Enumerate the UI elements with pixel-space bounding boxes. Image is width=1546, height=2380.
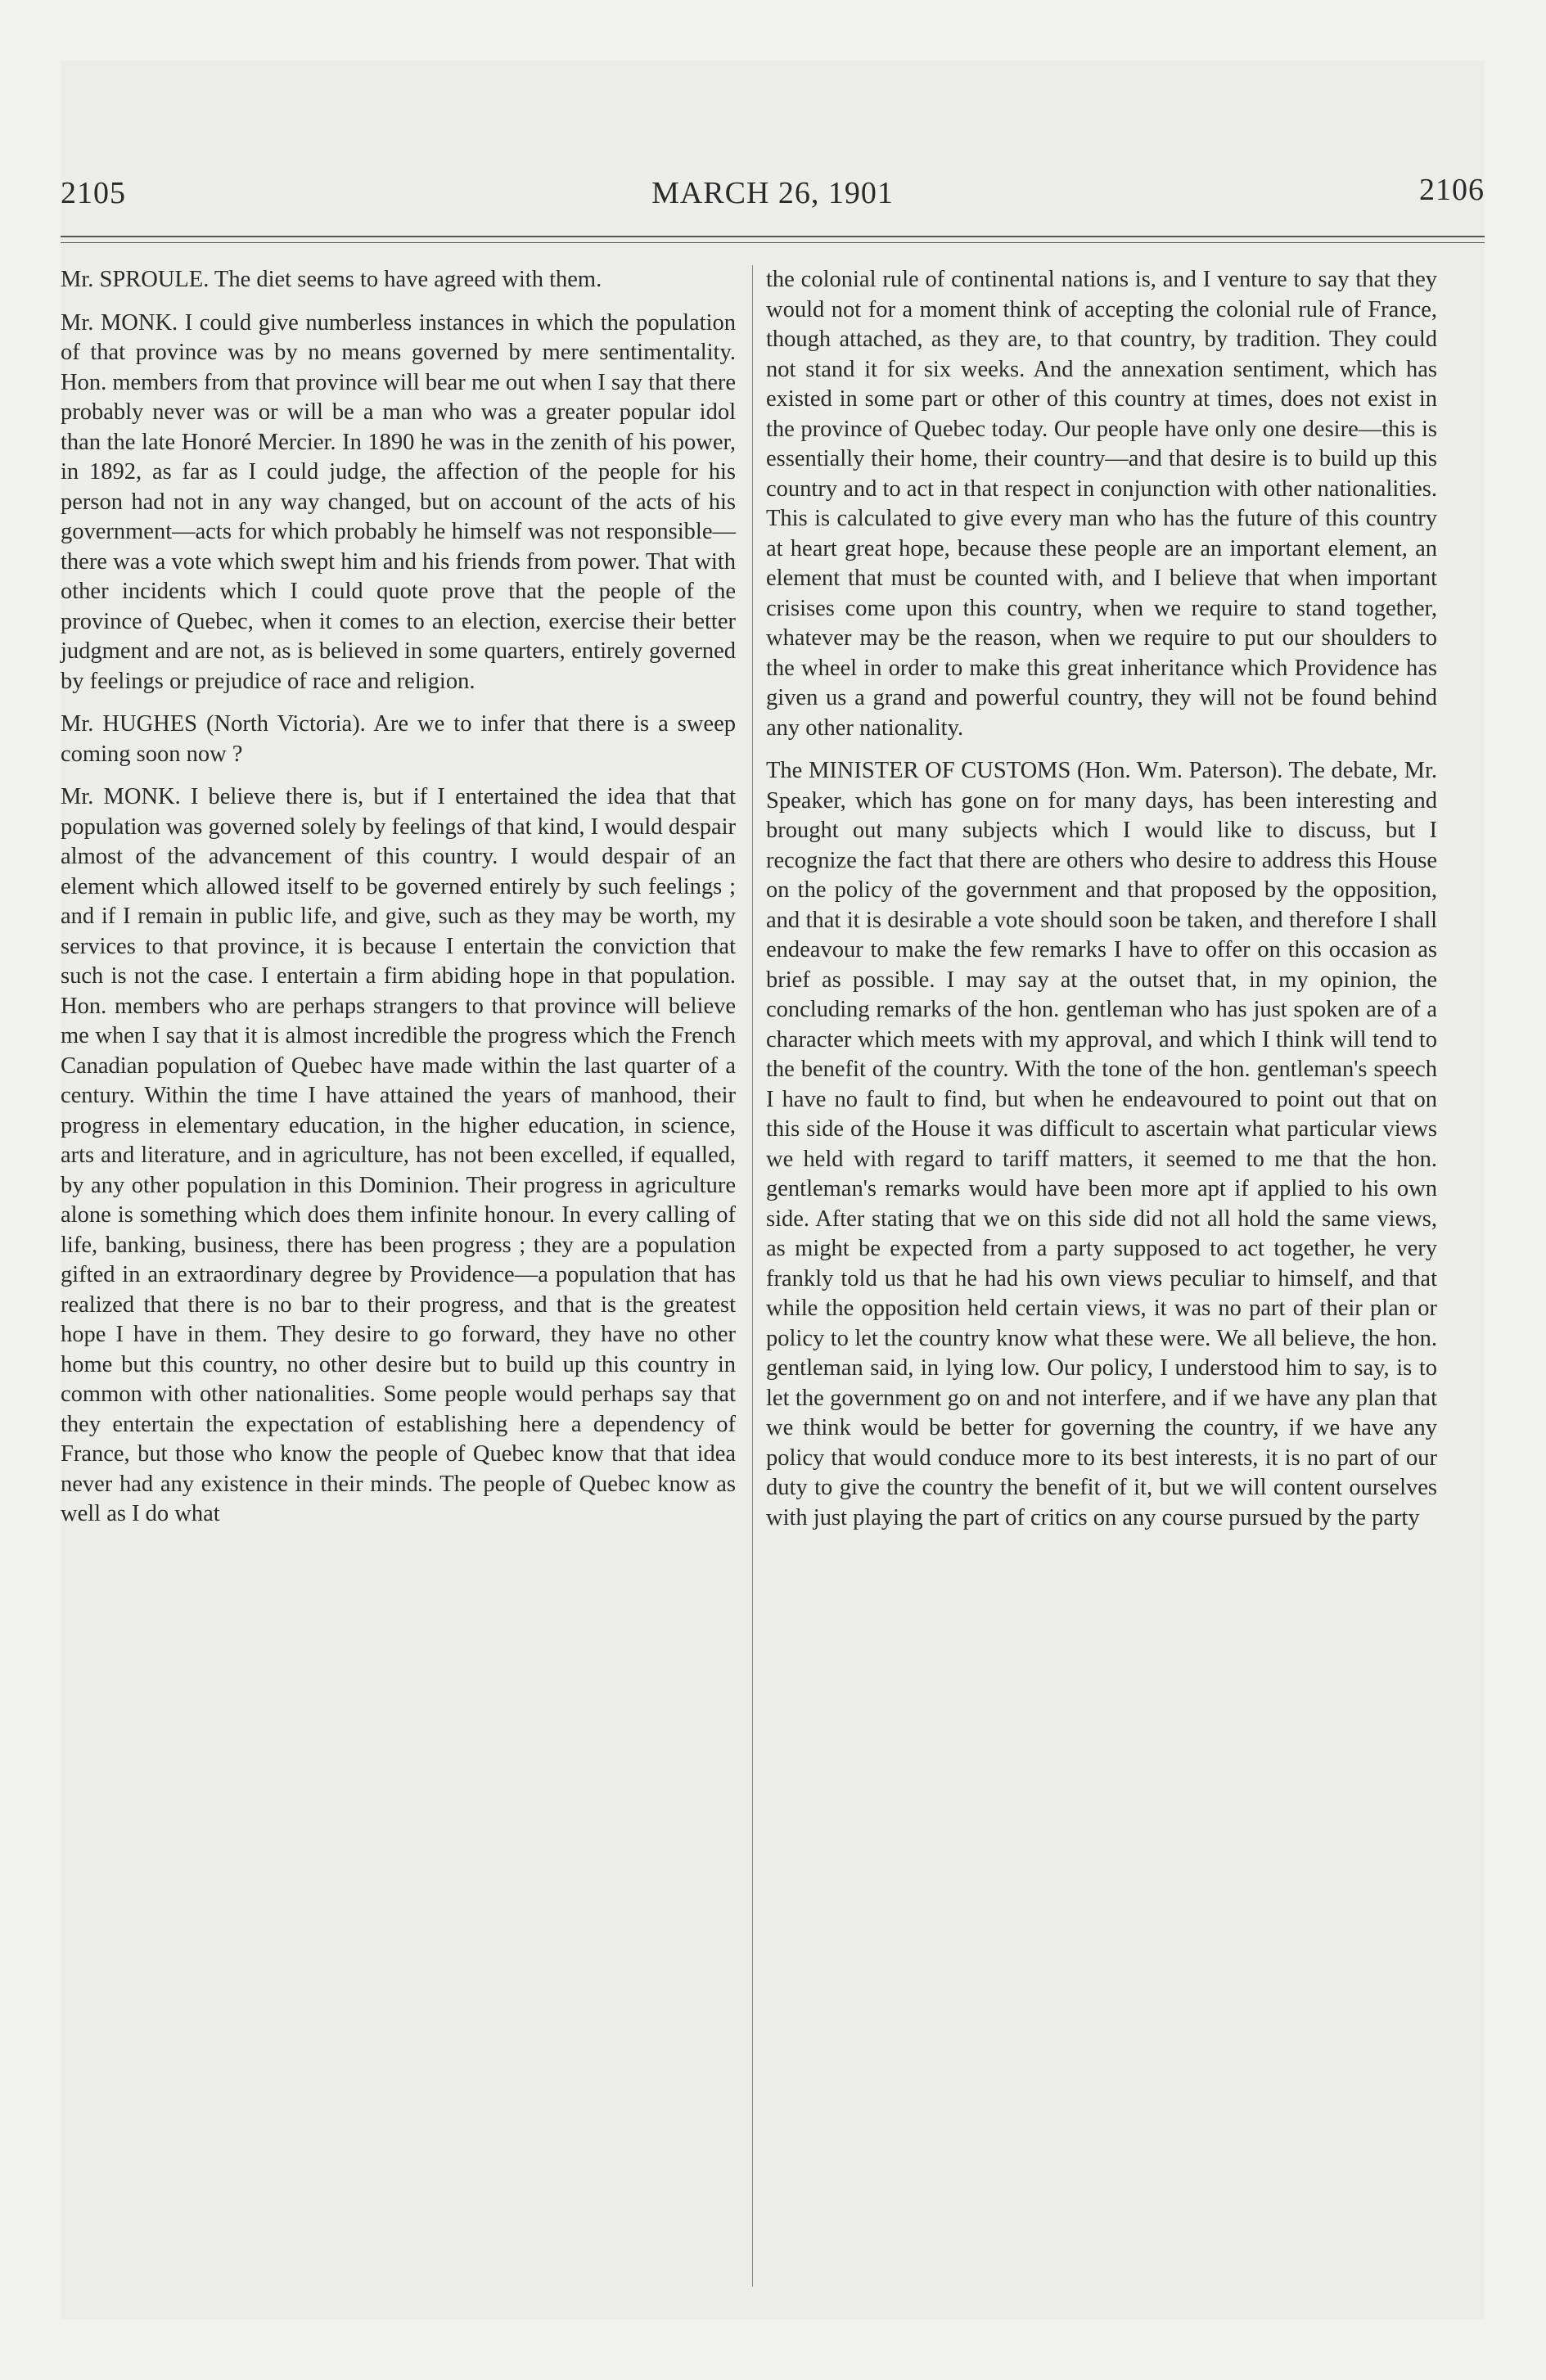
paragraph: Mr. MONK. I believe there is, but if I entertained the idea that that population was governed solely by feelings of that kind, I would despair almost of the advancement of this country. I would despair of an element which allowed itself to be governed entirely by such feelings ; and if I remain in public life, and give, such as they may be worth, my services to that province, it is because I entertain the conviction that such is not the case. I entertain a firm abiding hope in that population. Hon. members who are perhaps strangers to that province will believe me when I say that it is almost incredible the progress which the French Canadian population of Quebec have made within the last quarter of a century. Within the time I have attained the years of manhood, their progress in elementary education, in the higher education, in science, arts and literature, and in agriculture, has not been excelled, if equalled, by any other population in this Dominion. Their progress in agriculture alone is something which does them infinite honour. In every calling of life, banking, business, there has been progress ; they are a population gifted in an extraordinary degree by Providence—a population that has realized that there is no bar to their progress, and that is the greatest hope I have in them. They desire to go forward, they have no other home but this country, no other desire but to build up this country in common with other nationalities. Some people would perhaps say that they entertain the expectation of establishing here a dependency of France, but those who know the people of Quebec know that that idea never had any existence in their minds. The people of Quebec know as well as I do what (61, 784, 736, 1526)
page-number-left: 2105 (61, 176, 126, 210)
document-page (61, 61, 1485, 2319)
column-divider (752, 265, 753, 2287)
header-rule-top (61, 236, 1485, 237)
paragraph: The MINISTER OF CUSTOMS (Hon. Wm. Paterson). The debate, Mr. Speaker, which has gone on for many days, has been interesting and brought out many subjects which I would like to discuss, but I recognize the fact that there are others who desire to address this House on the policy of the government and that proposed by the opposition, and that it is desirable a vote should soon be taken, and therefore I shall endeavour to make the few remarks I have to offer on this occasion as brief as possible. I may say at the outset that, in my opinion, the concluding remarks of the hon. gentleman who has just spoken are of a character which meets with my approval, and which I think will tend to the benefit of the country. With the tone of the hon. gentleman's speech I have no fault to find, but when he endeavoured to point out that on this side of the House it was difficult to ascertain what particular views we held with regard to tariff matters, it seemed to me that the hon. gentleman's remarks would have been more apt if applied to his own side. After stating that we on this side did not all hold the same views, as might be expected from a party supposed to act together, he very frankly told us that he had his own views peculiar to himself, and that while the opposition held certain views, it was no part of their plan or policy to let the country know what these were. We all believe, the hon. gentleman said, in lying low. Our policy, I understood him to say, is to let the government go on and not interfere, and if we have any plan that we think would be better for governing the country, if we have any policy that would conduce more to its best interests, it is no part of our duty to give the country the benefit of it, but we will content ourselves with just playing the part of critics on any course pursued by the party (766, 758, 1437, 1530)
right-column (766, 265, 1437, 1546)
left-column (61, 265, 736, 1543)
paragraph: Mr. MONK. I could give numberless instances in which the population of that province was by no means governed by mere sentimentality. Hon. members from that province will bear me out when I say that there probably never was or will be a man who was a greater popular idol than the late Honoré Mercier. In 1890 he was in the zenith of his power, in 1892, as far as I could judge, the affection of the people for his person had not in any way changed, but on account of the acts of his government—acts for which probably he himself was not responsible—there was a vote which swept him and his friends from power. That with other incidents which I could quote prove that the people of the province of Quebec, when it comes to an election, exercise their better judgment and are not, as is believed in some quarters, entirely governed by feelings or prejudice of race and religion. (61, 309, 736, 694)
header-rule-bottom (61, 242, 1485, 243)
page-number-right: 2106 (1419, 173, 1485, 207)
paragraph: Mr. SPROULE. The diet seems to have agreed with them. (61, 267, 602, 292)
running-title: MARCH 26, 1901 (651, 176, 894, 210)
page-header (61, 175, 1485, 224)
paragraph: Mr. HUGHES (North Victoria). Are we to infer that there is a sweep coming soon now ? (61, 711, 736, 767)
paragraph: the colonial rule of continental nations is, and I venture to say that they would not for a moment think of accepting the colonial rule of France, though attached, as they are, to that country, by tradition. They could not stand it for six weeks. And the annexation sentiment, which has existed in some part or other of this country at times, does not exist in the province of Quebec today. Our people have only one desire—this is essentially their home, their country—and that desire is to build up this country and to act in that respect in conjunction with other nationalities. This is calculated to give every man who has the future of this country at heart great hope, because these people are an important element, an element that must be counted with, and I believe that when important crisises come upon this country, when we require to stand together, whatever may be the reason, when we require to put our shoulders to the wheel in order to make this great inheritance which Providence has given us a grand and powerful country, they will not be found behind any other nationality. (766, 267, 1437, 741)
